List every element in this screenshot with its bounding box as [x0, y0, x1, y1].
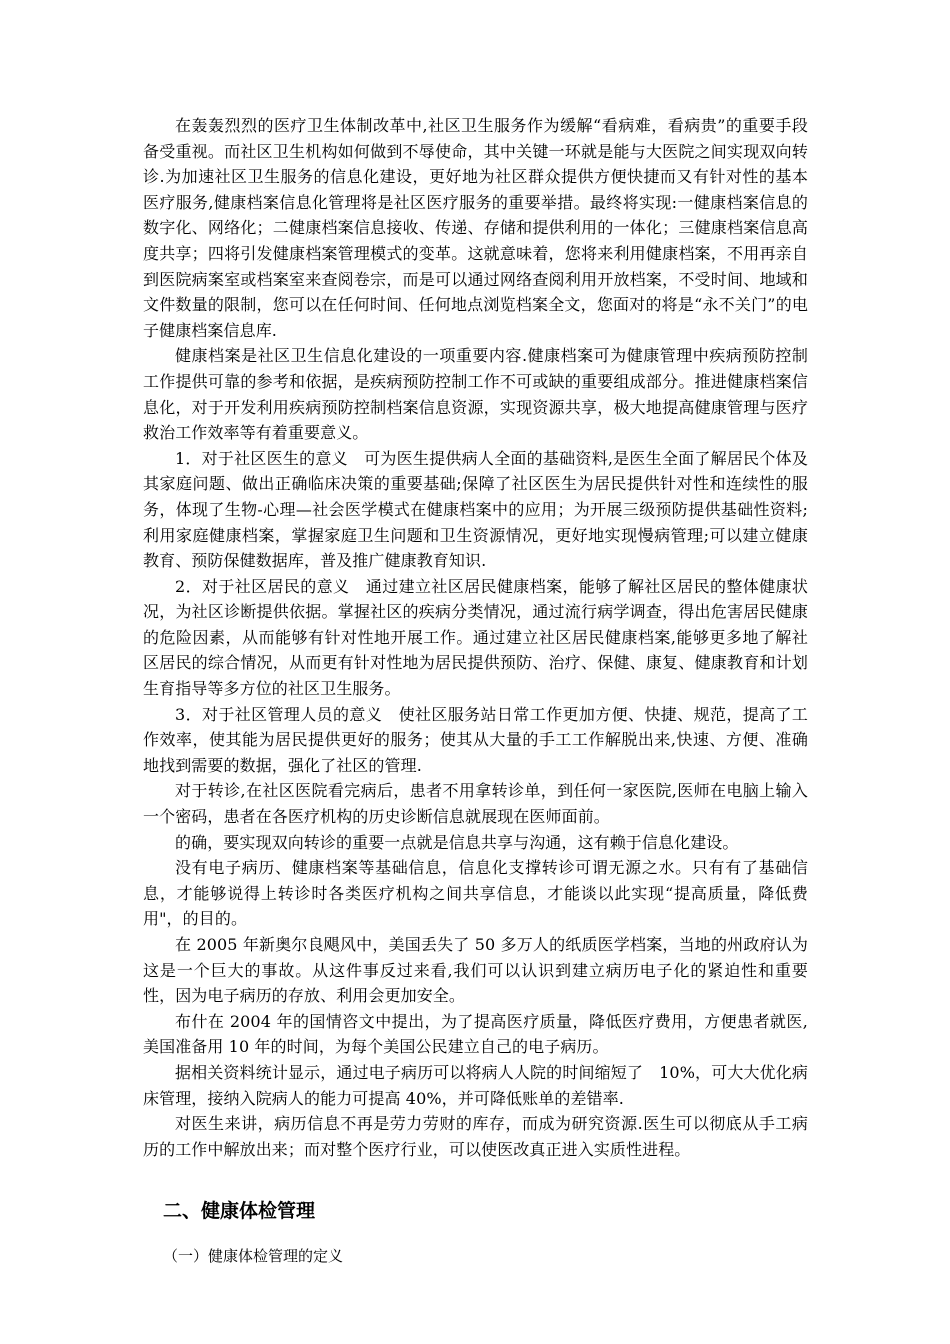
- paragraph-manager-significance: 3．对于社区管理人员的意义 使社区服务站日常工作更加方便、快捷、规范，提高了工作效率，使其能为居民提供更好的服务；使其从大量的手工工作解脱出来,快速、方便、准确地找到需要的数据，强化了社区的管理.: [143, 704, 808, 775]
- paragraph-resident-significance: 2．对于社区居民的意义 通过建立社区居民健康档案，能够了解社区居民的整体健康状况，为社区诊断提供依据。掌握社区的疾病分类情况，通过流行病学调查，得出危害居民健康的危险因素，从而能够有针对性地开展工作。通过建立社区居民健康档案,能够更多地了解社区居民的综合情况，从而更有针对性地为居民提供预防、治疗、保健、康复、健康教育和计划生育指导等多方位的社区卫生服务。: [143, 576, 808, 699]
- paragraph-doctor-significance: 1．对于社区医生的意义 可为医生提供病人全面的基础资料,是医生全面了解居民个体及其家庭问题、做出正确临床决策的重要基础;保障了社区医生为居民提供针对性和连续性的服务，体现了生物-心理—社会医学模式在健康档案中的应用；为开展三级预防提供基础性资料;利用家庭健康档案，掌握家庭卫生问题和卫生资源情况，更好地实现慢病管理;可以建立健康教育、预防保健数据库，普及推广健康教育知识.: [143, 448, 808, 571]
- section-heading: 二、健康体检管理: [163, 1200, 316, 1223]
- paragraph-new-orleans: 在 2005 年新奥尔良飓风中，美国丢失了 50 多万人的纸质医学档案，当地的州政府认为这是一个巨大的事故。从这件事反过来看,我们可以认识到建立病历电子化的紧迫性和重要性，因为电子病历的存放、利用会更加安全。: [143, 935, 808, 1006]
- paragraph-emr-foundation: 没有电子病历、健康档案等基础信息，信息化支撑转诊可谓无源之水。只有有了基础信息，才能够说得上转诊时各类医疗机构之间共享信息，才能谈以此实现“提高质量，降低费用"，的目的。: [143, 858, 808, 929]
- paragraph-doctor-benefit: 对医生来讲，病历信息不再是劳力劳财的库存，而成为研究资源.医生可以彻底从手工病历的工作中解放出来；而对整个医疗行业，可以使医改真正进入实质性进程。: [143, 1114, 808, 1159]
- paragraph-bush-address: 布什在 2004 年的国情咨文中提出，为了提高医疗质量，降低医疗费用，方便患者就医,美国准备用 10 年的时间，为每个美国公民建立自己的电子病历。: [143, 1011, 808, 1057]
- paragraph-information-sharing: 的确，要实现双向转诊的重要一点就是信息共享与沟通，这有赖于信息化建设。: [175, 832, 739, 852]
- paragraph-referral: 对于转诊,在社区医院看完病后，患者不用拿转诊单，到任何一家医院,医师在电脑上输入一个密码，患者在各医疗机构的历史诊断信息就展现在医师面前。: [143, 781, 808, 827]
- subsection-heading: （一）健康体检管理的定义: [163, 1247, 344, 1266]
- paragraph-health-records: 健康档案是社区卫生信息化建设的一项重要内容.健康档案可为健康管理中疾病预防控制工作提供可靠的参考和依据，是疾病预防控制工作不可或缺的重要组成部分。推进健康档案信息化，对于开发利用疾病预防控制档案信息资源，实现资源共享，极大地提高健康管理与医疗救治工作效率等有着重要意义。: [143, 346, 808, 443]
- paragraph-intro: 在轰轰烈烈的医疗卫生体制改革中,社区卫生服务作为缓解“看病难，看病贵”的重要手段备受重视。而社区卫生机构如何做到不辱使命，其中关键一环就是能与大医院之间实现双向转诊.为加速社区卫生服务的信息化建设，更好地为社区群众提供方便快捷而又有针对性的基本医疗服务,健康档案信息化管理将是社区医疗服务的重要举措。最终将实现:一健康档案信息的数字化、网络化；二健康档案信息接收、传递、存储和提供利用的一体化；三健康档案信息高度共享；四将引发健康档案管理模式的变革。这就意味着，您将来利用健康档案，不用再亲自到医院病案室或档案室来查阅卷宗，而是可以通过网络查阅利用开放档案，不受时间、地域和文件数量的限制，您可以在任何时间、任何地点浏览档案全文，您面对的将是“永不关门”的电子健康档案信息库.: [143, 116, 808, 340]
- paragraph-statistics: 据相关资料统计显示，通过电子病历可以将病人人院的时间缩短了 10%，可大大优化病床管理，接纳入院病人的能力可提高 40%，并可降低账单的差错率.: [143, 1062, 808, 1108]
